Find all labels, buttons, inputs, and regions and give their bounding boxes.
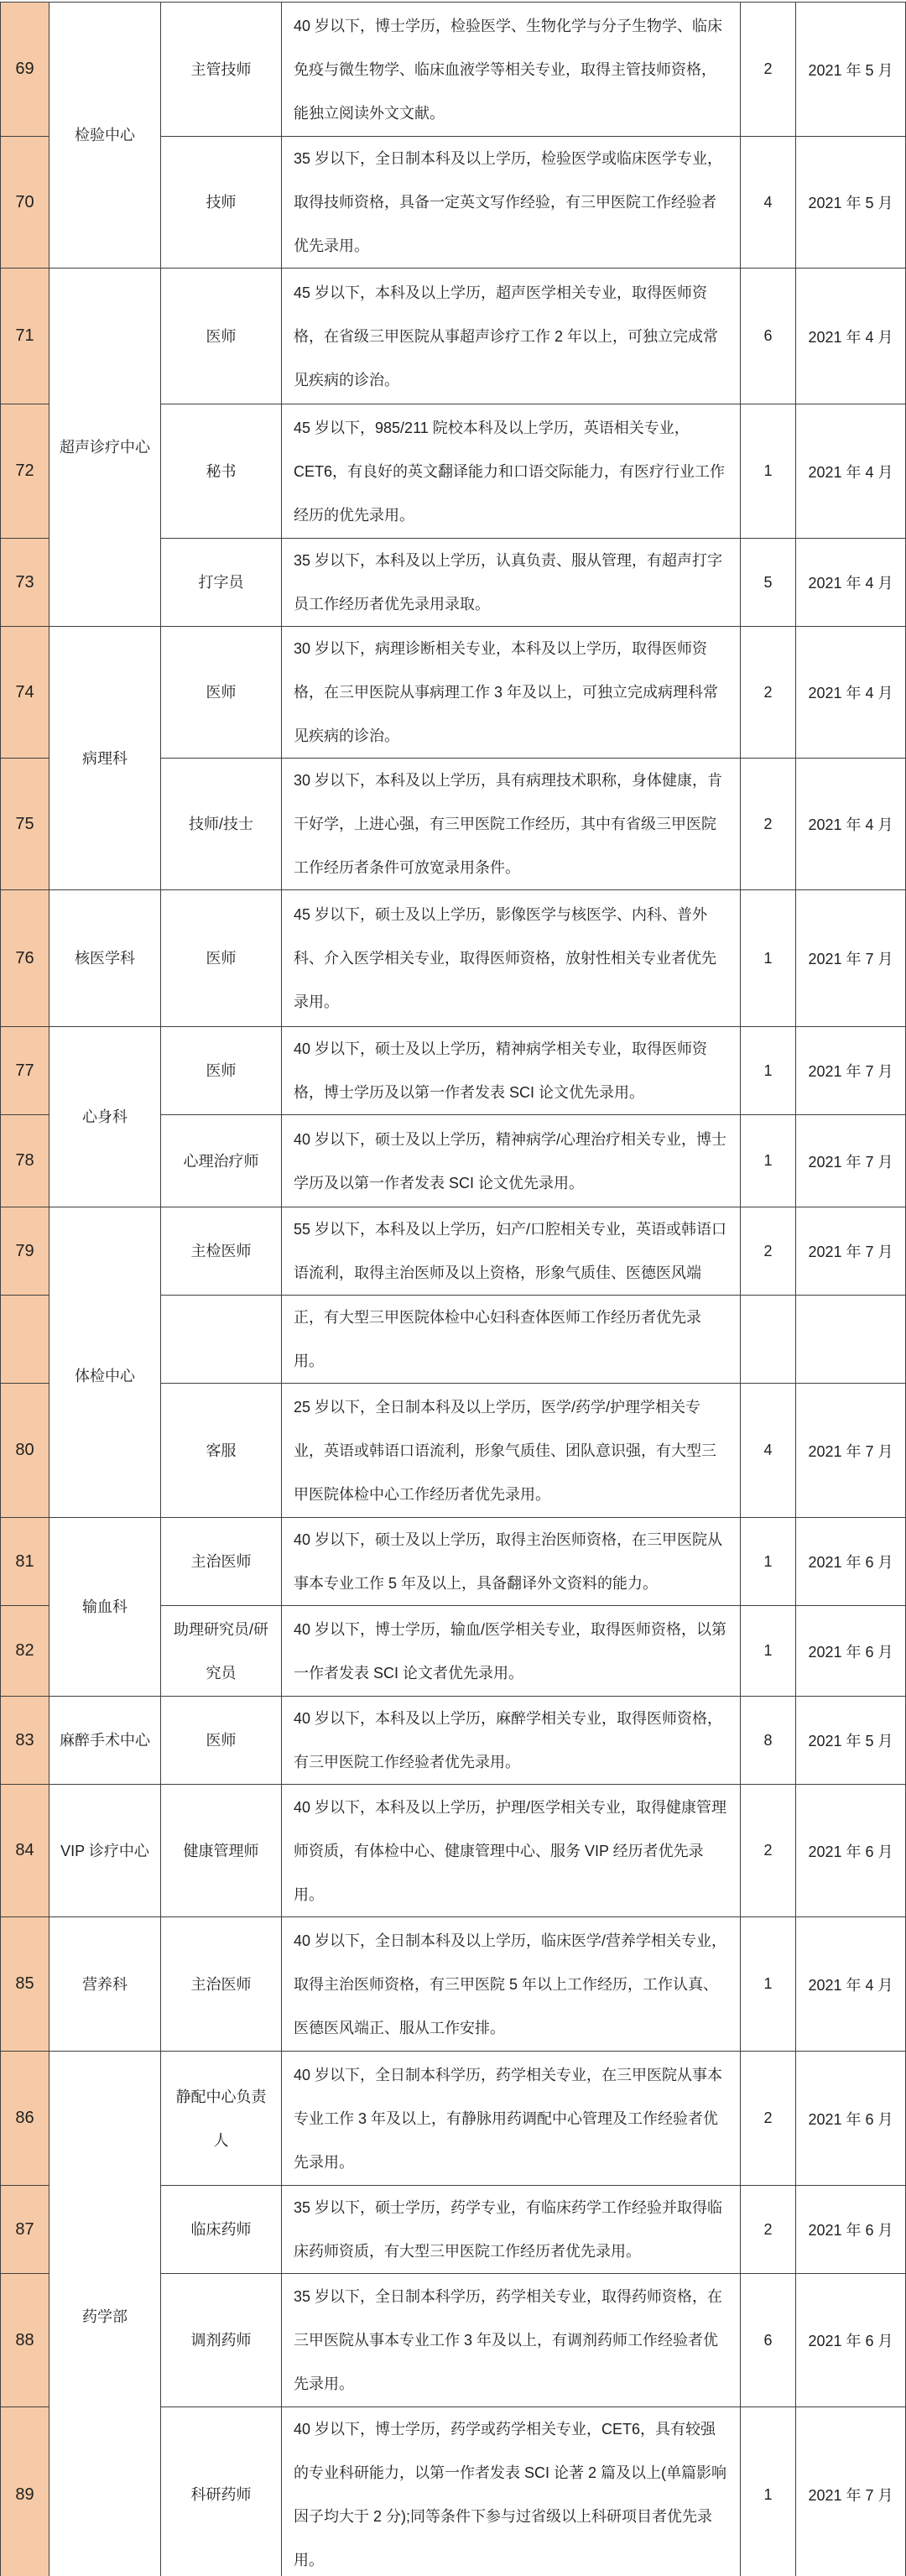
row-number-cell: 78 xyxy=(1,1115,49,1207)
count-cell: 2 xyxy=(741,759,796,890)
requirement-cell: 30 岁以下，本科及以上学历，具有病理技术职称，身体健康，肯干好学，上进心强，有三甲医院工作经历，其中有省级三甲医院工作经历者条件可放宽录用条件。 xyxy=(282,759,741,890)
count-cell: 2 xyxy=(741,2052,796,2186)
requirement-cell: 40 岁以下，硕士及以上学历，精神病学相关专业，取得医师资格，博士学历及以第一作者发表 SCI 论文优先录用。 xyxy=(282,1027,741,1115)
position-cell: 主管技师 xyxy=(161,3,282,137)
department-cell: 心身科 xyxy=(49,1027,161,1207)
row-number-cell: 89 xyxy=(1,2407,49,2576)
requirement-cell: 40 岁以下，全日制本科及以上学历，临床医学/营养学相关专业，取得主治医师资格，有三甲医院 5 年以上工作经历，工作认真、医德医风端正、服从工作安排。 xyxy=(282,1917,741,2052)
row-number-cell: 73 xyxy=(1,539,49,627)
date-cell: 2021 年 6 月 xyxy=(796,2274,906,2407)
count-cell: 2 xyxy=(741,1207,796,1296)
date-cell: 2021 年 5 月 xyxy=(796,3,906,137)
requirement-cell: 35 岁以下，硕士学历，药学专业，有临床药学工作经验并取得临床药师资质，有大型三甲医院工作经历者优先录用。 xyxy=(282,2186,741,2274)
position-cell: 助理研究员/研究员 xyxy=(161,1606,282,1697)
date-cell: 2021 年 6 月 xyxy=(796,1785,906,1917)
requirement-cell: 40 岁以下，全日制本科学历，药学相关专业，在三甲医院从事本专业工作 3 年及以上，有静脉用药调配中心管理及工作经验者优先录用。 xyxy=(282,2052,741,2186)
count-cell: 5 xyxy=(741,539,796,627)
date-cell: 2021 年 7 月 xyxy=(796,1384,906,1518)
row-number-cell xyxy=(1,1296,49,1384)
position-cell xyxy=(161,1296,282,1384)
department-cell: 超声诊疗中心 xyxy=(49,269,161,627)
position-cell: 医师 xyxy=(161,1027,282,1115)
count-cell: 2 xyxy=(741,1785,796,1917)
date-cell: 2021 年 7 月 xyxy=(796,1207,906,1296)
row-number-cell: 72 xyxy=(1,404,49,539)
date-cell: 2021 年 4 月 xyxy=(796,269,906,404)
position-cell: 医师 xyxy=(161,627,282,759)
count-cell: 1 xyxy=(741,1518,796,1606)
position-cell: 医师 xyxy=(161,890,282,1027)
count-cell: 1 xyxy=(741,404,796,539)
table-row xyxy=(1,1518,906,1606)
department-cell: 营养科 xyxy=(49,1917,161,2052)
date-cell: 2021 年 4 月 xyxy=(796,627,906,759)
position-cell: 心理治疗师 xyxy=(161,1115,282,1207)
requirement-cell: 40 岁以下，博士学历，检验医学、生物化学与分子生物学、临床免疫与微生物学、临床血液学等相关专业，取得主管技师资格，能独立阅读外文文献。 xyxy=(282,3,741,137)
date-cell: 2021 年 5 月 xyxy=(796,137,906,269)
department-cell: 核医学科 xyxy=(49,890,161,1027)
date-cell: 2021 年 6 月 xyxy=(796,2186,906,2274)
row-number-cell: 69 xyxy=(1,3,49,137)
row-number-cell: 77 xyxy=(1,1027,49,1115)
row-number-cell: 76 xyxy=(1,890,49,1027)
row-number-cell: 87 xyxy=(1,2186,49,2274)
position-cell: 打字员 xyxy=(161,539,282,627)
count-cell: 2 xyxy=(741,3,796,137)
row-number-cell: 82 xyxy=(1,1606,49,1697)
requirement-cell: 45 岁以下，本科及以上学历，超声医学相关专业，取得医师资格，在省级三甲医院从事超声诊疗工作 2 年以上，可独立完成常见疾病的诊治。 xyxy=(282,269,741,404)
recruitment-table xyxy=(0,2,906,2576)
requirement-cell: 35 岁以下，全日制本科及以上学历，检验医学或临床医学专业，取得技师资格，具备一定英文写作经验，有三甲医院工作经验者优先录用。 xyxy=(282,137,741,269)
department-cell: 体检中心 xyxy=(49,1207,161,1518)
row-number-cell: 79 xyxy=(1,1207,49,1296)
count-cell: 1 xyxy=(741,2407,796,2576)
date-cell: 2021 年 6 月 xyxy=(796,1518,906,1606)
table-row xyxy=(1,1785,906,1917)
count-cell: 1 xyxy=(741,890,796,1027)
row-number-cell: 85 xyxy=(1,1917,49,2052)
position-cell: 主治医师 xyxy=(161,1518,282,1606)
requirement-cell: 40 岁以下，硕士及以上学历，取得主治医师资格，在三甲医院从事本专业工作 5 年及以上，具备翻译外文资料的能力。 xyxy=(282,1518,741,1606)
table-row xyxy=(1,269,906,404)
count-cell: 6 xyxy=(741,269,796,404)
count-cell: 4 xyxy=(741,1384,796,1518)
requirement-cell: 35 岁以下，本科及以上学历，认真负责、服从管理，有超声打字员工作经历者优先录用录取。 xyxy=(282,539,741,627)
count-cell: 2 xyxy=(741,2186,796,2274)
requirement-cell: 45 岁以下，硕士及以上学历，影像医学与核医学、内科、普外科、介入医学相关专业，取得医师资格，放射性相关专业者优先录用。 xyxy=(282,890,741,1027)
requirement-cell: 55 岁以下，本科及以上学历，妇产/口腔相关专业，英语或韩语口语流利，取得主治医师及以上资格，形象气质佳、医德医风端 xyxy=(282,1207,741,1296)
position-cell: 医师 xyxy=(161,269,282,404)
requirement-cell: 40 岁以下，本科及以上学历，护理/医学相关专业，取得健康管理师资质，有体检中心、健康管理中心、服务 VIP 经历者优先录用。 xyxy=(282,1785,741,1917)
date-cell: 2021 年 7 月 xyxy=(796,2407,906,2576)
count-cell: 8 xyxy=(741,1697,796,1785)
requirement-cell: 40 岁以下，博士学历，药学或药学相关专业，CET6，具有较强的专业科研能力，以第一作者发表 SCI 论著 2 篇及以上(单篇影响因子均大于 2 分);同等条件下参与过省级以上科研项目者优先录用。 xyxy=(282,2407,741,2576)
requirement-cell: 35 岁以下，全日制本科学历，药学相关专业，取得药师资格，在三甲医院从事本专业工作 3 年及以上，有调剂药师工作经验者优先录用。 xyxy=(282,2274,741,2407)
count-cell: 1 xyxy=(741,1606,796,1697)
position-cell: 技师 xyxy=(161,137,282,269)
requirement-cell: 40 岁以下，本科及以上学历，麻醉学相关专业，取得医师资格，有三甲医院工作经验者优先录用。 xyxy=(282,1697,741,1785)
position-cell: 临床药师 xyxy=(161,2186,282,2274)
table-row xyxy=(1,890,906,1027)
requirement-cell: 40 岁以下，博士学历，输血/医学相关专业，取得医师资格，以第一作者发表 SCI 论文者优先录用。 xyxy=(282,1606,741,1697)
date-cell: 2021 年 6 月 xyxy=(796,1606,906,1697)
table-row xyxy=(1,1207,906,1296)
date-cell: 2021 年 4 月 xyxy=(796,759,906,890)
position-cell: 客服 xyxy=(161,1384,282,1518)
date-cell: 2021 年 6 月 xyxy=(796,2052,906,2186)
row-number-cell: 71 xyxy=(1,269,49,404)
row-number-cell: 84 xyxy=(1,1785,49,1917)
department-cell: 检验中心 xyxy=(49,3,161,269)
row-number-cell: 88 xyxy=(1,2274,49,2407)
requirement-cell: 45 岁以下，985/211 院校本科及以上学历，英语相关专业，CET6，有良好的英文翻译能力和口语交际能力，有医疗行业工作经历的优先录用。 xyxy=(282,404,741,539)
count-cell: 1 xyxy=(741,1027,796,1115)
table-row xyxy=(1,3,906,137)
date-cell: 2021 年 7 月 xyxy=(796,890,906,1027)
department-cell: 麻醉手术中心 xyxy=(49,1697,161,1785)
row-number-cell: 75 xyxy=(1,759,49,890)
count-cell: 4 xyxy=(741,137,796,269)
requirement-cell: 正，有大型三甲医院体检中心妇科查体医师工作经历者优先录用。 xyxy=(282,1296,741,1384)
date-cell: 2021 年 7 月 xyxy=(796,1115,906,1207)
table-row xyxy=(1,1917,906,2052)
count-cell: 1 xyxy=(741,1917,796,2052)
row-number-cell: 70 xyxy=(1,137,49,269)
requirement-cell: 30 岁以下，病理诊断相关专业，本科及以上学历，取得医师资格，在三甲医院从事病理工作 3 年及以上，可独立完成病理科常见疾病的诊治。 xyxy=(282,627,741,759)
count-cell: 2 xyxy=(741,627,796,759)
count-cell: 6 xyxy=(741,2274,796,2407)
count-cell: 1 xyxy=(741,1115,796,1207)
date-cell: 2021 年 5 月 xyxy=(796,1697,906,1785)
date-cell xyxy=(796,1296,906,1384)
requirement-cell: 40 岁以下，硕士及以上学历，精神病学/心理治疗相关专业，博士学历及以第一作者发表 SCI 论文优先录用。 xyxy=(282,1115,741,1207)
position-cell: 主检医师 xyxy=(161,1207,282,1296)
position-cell: 静配中心负责人 xyxy=(161,2052,282,2186)
position-cell: 健康管理师 xyxy=(161,1785,282,1917)
date-cell: 2021 年 7 月 xyxy=(796,1027,906,1115)
position-cell: 技师/技士 xyxy=(161,759,282,890)
table-row xyxy=(1,1697,906,1785)
row-number-cell: 80 xyxy=(1,1384,49,1518)
position-cell: 科研药师 xyxy=(161,2407,282,2576)
date-cell: 2021 年 4 月 xyxy=(796,404,906,539)
date-cell: 2021 年 4 月 xyxy=(796,1917,906,2052)
row-number-cell: 86 xyxy=(1,2052,49,2186)
count-cell xyxy=(741,1296,796,1384)
department-cell: VIP 诊疗中心 xyxy=(49,1785,161,1917)
department-cell: 药学部 xyxy=(49,2052,161,2576)
row-number-cell: 81 xyxy=(1,1518,49,1606)
position-cell: 医师 xyxy=(161,1697,282,1785)
table-row xyxy=(1,2052,906,2186)
department-cell: 输血科 xyxy=(49,1518,161,1697)
table-row xyxy=(1,1027,906,1115)
table-row xyxy=(1,627,906,759)
row-number-cell: 74 xyxy=(1,627,49,759)
department-cell: 病理科 xyxy=(49,627,161,890)
position-cell: 主治医师 xyxy=(161,1917,282,2052)
position-cell: 秘书 xyxy=(161,404,282,539)
date-cell: 2021 年 4 月 xyxy=(796,539,906,627)
row-number-cell: 83 xyxy=(1,1697,49,1785)
position-cell: 调剂药师 xyxy=(161,2274,282,2407)
requirement-cell: 25 岁以下，全日制本科及以上学历，医学/药学/护理学相关专业，英语或韩语口语流利，形象气质佳、团队意识强，有大型三甲医院体检中心工作经历者优先录用。 xyxy=(282,1384,741,1518)
